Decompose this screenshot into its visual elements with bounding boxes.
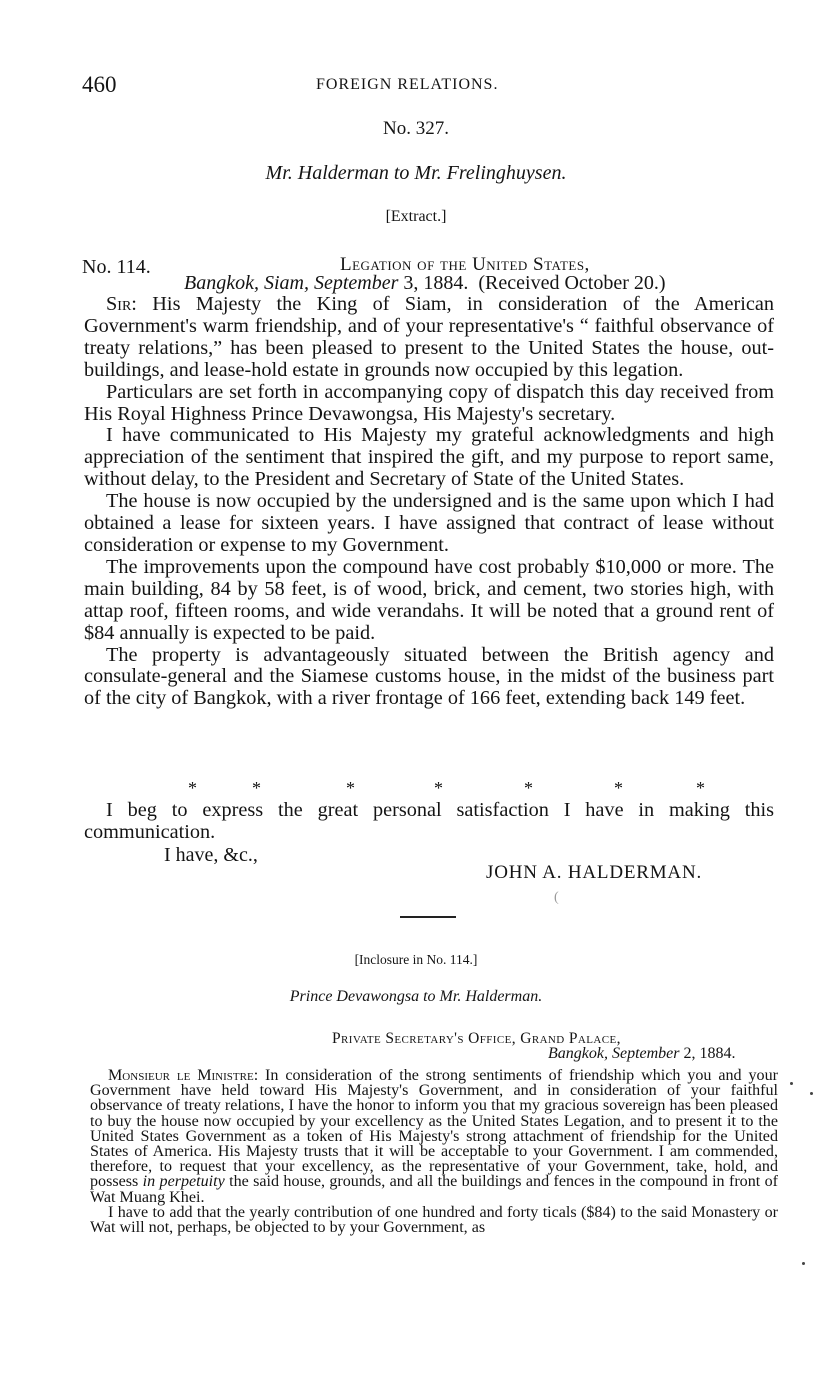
complimentary-close: I have, &c., [164,844,258,866]
dispatch-paragraph-1: Sir: His Majesty the King of Siam, in consideration of the American Government's warm friendship, and of your representative's “ faithful observance of treaty relations,” has been pleased to present to the United States the house, out-buildings, and lease-hold estate in grounds now occupied by this legation. [84,293,774,381]
inclosure-title: Prince Devawongsa to Mr. Halderman. [289,988,543,1005]
signature: JOHN A. HALDERMAN. [486,862,703,883]
inclosure-label: [Inclosure in No. 114.] [354,952,478,967]
dispatch-place-date: Bangkok, Siam, September [184,272,399,294]
dispatch-paragraph-5: The improvements upon the compound have cost probably $10,000 or more. The main building, 84 by 58 feet, is of wood, brick, and cement, two stories high, with attap roof, fifteen rooms, and wide verandahs. It will be noted that a ground rent of $84 annually is expected to be paid. [84,555,774,644]
inclosure-dateline [548,1045,736,1063]
ellipsis-star: * [346,778,355,798]
inclosure-place-date: Bangkok, September [548,1045,680,1062]
margin-dot [790,1082,793,1085]
running-title: FOREIGN RELATIONS. [316,76,499,93]
page-number: 460 [82,72,117,97]
dispatch-paragraph-6: The property is advantageously situated between the British agency and consulate-general and the Siamese customs house, in the midst of the business part of the city of Bangkok, with a river frontage of 166 feet, extending back 149 feet. [84,643,774,710]
ellipsis-star: * [188,778,197,798]
inclosure-office: Private Secretary's Office, Grand Palace, [332,1030,621,1047]
dispatch-paragraph-3: I have communicated to His Majesty my grateful acknowledgments and high appreciation of the sentiment that inspired the gift, and my purpose to report same, without delay, to the President and Secretary of State of the United States. [84,424,774,491]
ellipsis-star: * [434,778,443,798]
ellipsis-star: * [696,778,705,798]
ellipsis-star: * [252,778,261,798]
margin-dot [802,1262,805,1265]
inclosure-day-year: 2, 1884. [683,1045,736,1062]
dispatch-day-year: 3, 1884. [403,272,469,294]
extract-label: [Extract.] [385,208,447,225]
document-number: No. 327. [383,118,449,139]
ellipsis-stars [150,778,750,798]
inclosure-paragraph-1: Monsieur le Ministre: In consideration of the strong sentiments of friendship which you and your Government have held toward His Majesty's Government, and in consideration of your faithful observance of treaty relations, I have the honor to inform you that my gracious sovereign has been pleased to buy the house now occupied by your excellency as the United States Legation, and to present it to the United States Government as a token of His Majesty's strong attachment of friendship for the United States of America. His Majesty trusts that it will be acceptable to your Government. I am commended, therefore, to request that your excellency, as the representative of your Government, take, hold, and possess in perpetuity the said house, grounds, and all the buildings and fences in the compound in front of Wat Muang Khei. [90,1067,779,1206]
dispatch-received: (Received October 20.) [478,272,666,294]
inclosure-body [90,1068,778,1235]
legation-heading: Legation of the United States, [340,254,590,275]
dispatch-closing [84,800,774,844]
dispatch-dateline [184,272,666,295]
inclosure-salutation: Monsieur le Ministre [108,1067,254,1084]
dispatch-body [84,294,774,710]
document-title: Mr. Halderman to Mr. Frelinghuysen. [265,162,567,184]
section-divider [400,916,456,918]
stray-mark: ( [554,890,559,905]
dispatch-paragraph-2: Particulars are set forth in accompanying copy of dispatch this day received from His Royal Highness Prince Devawongsa, His Majesty's secretary. [84,380,774,425]
dispatch-salutation: Sir [106,293,132,315]
italic-phrase: in perpetuity [142,1173,225,1191]
dispatch-number: No. 114. [82,256,151,278]
ellipsis-star: * [614,778,623,798]
inclosure-paragraph-2: I have to add that the yearly contribution of one hundred and forty ticals ($84) to the said Monastery or Wat will not, perhaps, be objected to by your Government, as [90,1203,778,1237]
ellipsis-star: * [524,778,533,798]
margin-dot [810,1092,813,1095]
closing-paragraph: I beg to express the great personal satisfaction I have in making this communication. [84,799,774,843]
dispatch-paragraph-4: The house is now occupied by the undersigned and is the same upon which I had obtained a lease for sixteen years. I have assigned that contract of lease without consideration or expense to my Government. [84,490,774,556]
